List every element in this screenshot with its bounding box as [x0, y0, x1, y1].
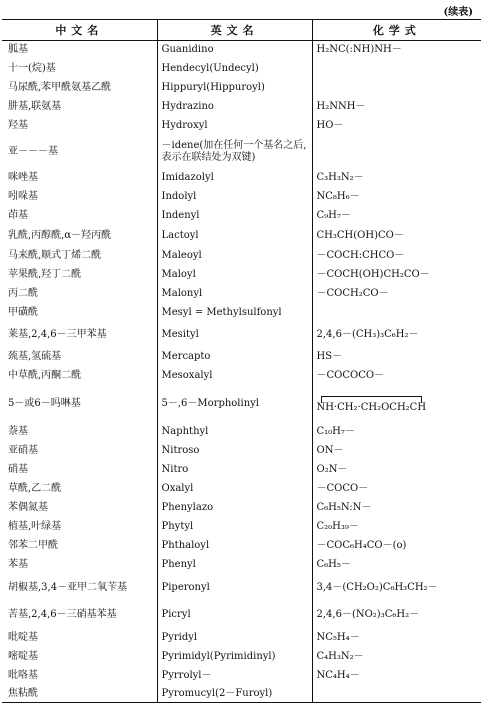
table-row [2, 461, 481, 480]
cell-english-name: Phthaloyl [157, 537, 312, 556]
cell-english-name: Hendecyl(Undecyl) [157, 60, 312, 79]
cell-chinese-name: 5－或6－吗啉基 [8, 398, 81, 409]
cell-chinese-name: 吲哚基 [8, 191, 38, 202]
cell-chinese-name: 胍基 [8, 44, 28, 56]
continued-label: (续表) [443, 7, 473, 18]
cell-english-name: 5－,6－Morpholinyl [157, 386, 312, 423]
radical-names-table [2, 19, 481, 703]
cell-chinese-name: 苦基,2,4,6－三硝基苯基 [8, 609, 117, 620]
cell-chemical-formula: 2,4,6－(CH₃)₃C₆H₂－ [312, 323, 481, 348]
cell-english-name: Phenyl [157, 556, 312, 575]
cell-english-name: Guanidino [157, 41, 312, 60]
cell-chemical-formula: C₆H₅N:N－ [312, 499, 481, 518]
cell-chemical-formula: －COCO－ [312, 480, 481, 499]
cell-chinese-name: 莱基,2,4,6－三甲苯基 [8, 329, 107, 340]
cell-chinese-name: 甲磺酰 [8, 307, 38, 318]
table-row [2, 537, 481, 556]
cell-chinese-name: 萘基 [8, 426, 28, 437]
table-row [2, 136, 481, 169]
table-row [2, 266, 481, 285]
cell-english-name: Pyromucyl(2－Furoyl) [157, 686, 312, 703]
table-body [2, 41, 481, 703]
table-row [2, 499, 481, 518]
header-english-name: 英文名 [157, 20, 312, 41]
cell-english-name: Mesyl = Methylsulfonyl [157, 304, 312, 323]
table-row [2, 348, 481, 367]
cell-english-name: Picryl [157, 602, 312, 629]
cell-chemical-formula: H₂NC(:NH)NH－ [312, 41, 481, 60]
ring-bond-bracket [321, 396, 423, 403]
cell-chemical-formula: －COCH(OH)CH₂CO－ [312, 266, 481, 285]
cell-chemical-formula: HS－ [312, 348, 481, 367]
ring-formula [317, 395, 427, 414]
cell-chemical-formula: C₃H₃N₂－ [312, 169, 481, 188]
cell-chinese-name: 苹果酰,羟丁二酰 [8, 269, 82, 280]
cell-chinese-name: 焦粘酰 [2, 686, 157, 703]
table-row [2, 304, 481, 323]
table-row [2, 169, 481, 188]
cell-chemical-formula [312, 304, 481, 323]
cell-chemical-formula: HO－ [312, 117, 481, 136]
table-row [2, 188, 481, 207]
table-row [2, 480, 481, 499]
table-row [2, 518, 481, 537]
cell-chinese-name: 亚硝基 [8, 445, 38, 456]
cell-chemical-formula [312, 60, 481, 79]
cell-chemical-formula: C₉H₇－ [312, 207, 481, 226]
cell-chinese-name: 胡椒基,3,4－亚甲二氧苄基 [8, 582, 128, 593]
cell-chemical-formula: 3,4－(CH₂O₂)C₆H₃CH₂－ [312, 575, 481, 602]
cell-english-name: Malonyl [157, 285, 312, 304]
cell-english-name: Hydroxyl [157, 117, 312, 136]
cell-chemical-formula: －COCH:CHCO－ [312, 247, 481, 266]
table-row [2, 226, 481, 247]
cell-chemical-formula: C₄H₃N₂－ [312, 648, 481, 667]
cell-chinese-name: 十一(烷)基 [8, 63, 56, 74]
table-row [2, 41, 481, 60]
table-row [2, 629, 481, 648]
cell-english-name: Pyrimidyl(Pyrimidinyl) [157, 648, 312, 667]
table-row [2, 98, 481, 117]
cell-chemical-formula: CH₃CH(OH)CO－ [312, 226, 481, 247]
cell-chemical-formula: C₆H₅－ [312, 556, 481, 575]
cell-chinese-name: 中草酰,丙酮二酰 [8, 370, 82, 381]
cell-chinese-name: 丙二酰 [8, 288, 38, 299]
cell-chemical-formula: NC₈H₆－ [312, 188, 481, 207]
cell-english-name: Naphthyl [157, 423, 312, 442]
cell-chemical-formula: C₂₀H₃₉－ [312, 518, 481, 537]
cell-chemical-formula: O₂N－ [312, 461, 481, 480]
cell-chinese-name: 植基,叶绿基 [8, 521, 62, 532]
cell-chinese-name: 邻苯二甲酰 [8, 540, 58, 551]
cell-chinese-name: 羟基 [8, 120, 28, 131]
cell-chemical-formula: NC₅H₄－ [312, 629, 481, 648]
cell-chinese-name: 嘧啶基 [8, 651, 38, 662]
header-chemical-formula: 化学式 [312, 20, 481, 41]
ring-formula-text: NH·CH₂·CH₂OCH₂CH [316, 401, 427, 413]
cell-english-name: Indenyl [157, 207, 312, 226]
cell-chemical-formula: －COC₆H₄CO－(o) [312, 537, 481, 556]
table-row [2, 117, 481, 136]
cell-english-name: Phenylazo [157, 499, 312, 518]
table-row [2, 207, 481, 226]
cell-english-name: Lactoyl [157, 226, 312, 247]
table-row [2, 247, 481, 266]
cell-chinese-name: 苯基 [8, 559, 28, 570]
cell-english-name: Hippuryl(Hippuroyl) [157, 79, 312, 98]
table-row [2, 423, 481, 442]
cell-english-name: Piperonyl [157, 575, 312, 602]
table-row [2, 442, 481, 461]
cell-chinese-name: 亚－－－基 [8, 146, 58, 157]
table-row [2, 79, 481, 98]
table-row [2, 556, 481, 575]
english-name-line: －idene(加在任何一个基名之后, [161, 140, 307, 151]
cell-english-name: Maleoyl [157, 247, 312, 266]
cell-english-name: Mesityl [157, 323, 312, 348]
cell-chemical-formula: H₂NNH－ [312, 98, 481, 117]
cell-english-name: Indolyl [157, 188, 312, 207]
cell-chemical-formula: －COCOCO－ [312, 367, 481, 386]
cell-chemical-formula [312, 136, 481, 169]
cell-english-name: Phytyl [157, 518, 312, 537]
cell-chinese-name: 苯偶氮基 [8, 502, 48, 513]
cell-chinese-name: 吡咯基 [8, 670, 38, 681]
cell-chemical-formula: C₁₀H₇－ [312, 423, 481, 442]
header-chinese-name: 中文名 [2, 20, 157, 41]
cell-chemical-formula [312, 386, 481, 423]
cell-english-name: Hydrazino [157, 98, 312, 117]
cell-chinese-name: 草酰,乙二酰 [8, 483, 62, 494]
cell-english-name: Pyrrolyl－ [157, 667, 312, 686]
cell-english-name: Imidazolyl [157, 169, 312, 188]
table-row [2, 648, 481, 667]
cell-english-name: Maloyl [157, 266, 312, 285]
table-row [2, 323, 481, 348]
cell-chinese-name: 巯基,氢硫基 [8, 351, 62, 362]
cell-chemical-formula: NC₄H₄－ [312, 667, 481, 686]
cell-chinese-name: 马来酰,顺式丁烯二酰 [8, 250, 102, 261]
cell-english-name [157, 136, 312, 169]
english-name-line: 表示在联结处为双键) [161, 152, 256, 163]
cell-chinese-name: 乳酰,丙醇酰,α－羟丙酰 [8, 230, 112, 241]
cell-chemical-formula: 2,4,6－(NO₂)₃C₆H₂－ [312, 602, 481, 629]
cell-english-name: Mesoxalyl [157, 367, 312, 386]
cell-english-name: Mercapto [157, 348, 312, 367]
table-row [2, 60, 481, 79]
cell-chinese-name: 肼基,联氨基 [8, 101, 62, 112]
cell-chinese-name: 硝基 [8, 464, 28, 475]
cell-chinese-name: 咪唑基 [8, 172, 38, 183]
table-row [2, 285, 481, 304]
table-row [2, 602, 481, 629]
table-row [2, 386, 481, 423]
cell-english-name: Pyridyl [157, 629, 312, 648]
table-row [2, 575, 481, 602]
cell-chinese-name: 吡啶基 [8, 632, 38, 643]
table-row [2, 667, 481, 686]
cell-chemical-formula: ON－ [312, 442, 481, 461]
cell-chinese-name: 马尿酰,苯甲酰氨基乙酰 [8, 82, 112, 93]
cell-english-name: Nitro [157, 461, 312, 480]
cell-english-name: Nitroso [157, 442, 312, 461]
cell-chemical-formula: －COCH₂CO－ [312, 285, 481, 304]
cell-chemical-formula [312, 79, 481, 98]
cell-english-name: Oxalyl [157, 480, 312, 499]
table-header-row [2, 20, 481, 41]
cell-chinese-name: 茚基 [8, 210, 28, 221]
table-row [2, 367, 481, 386]
